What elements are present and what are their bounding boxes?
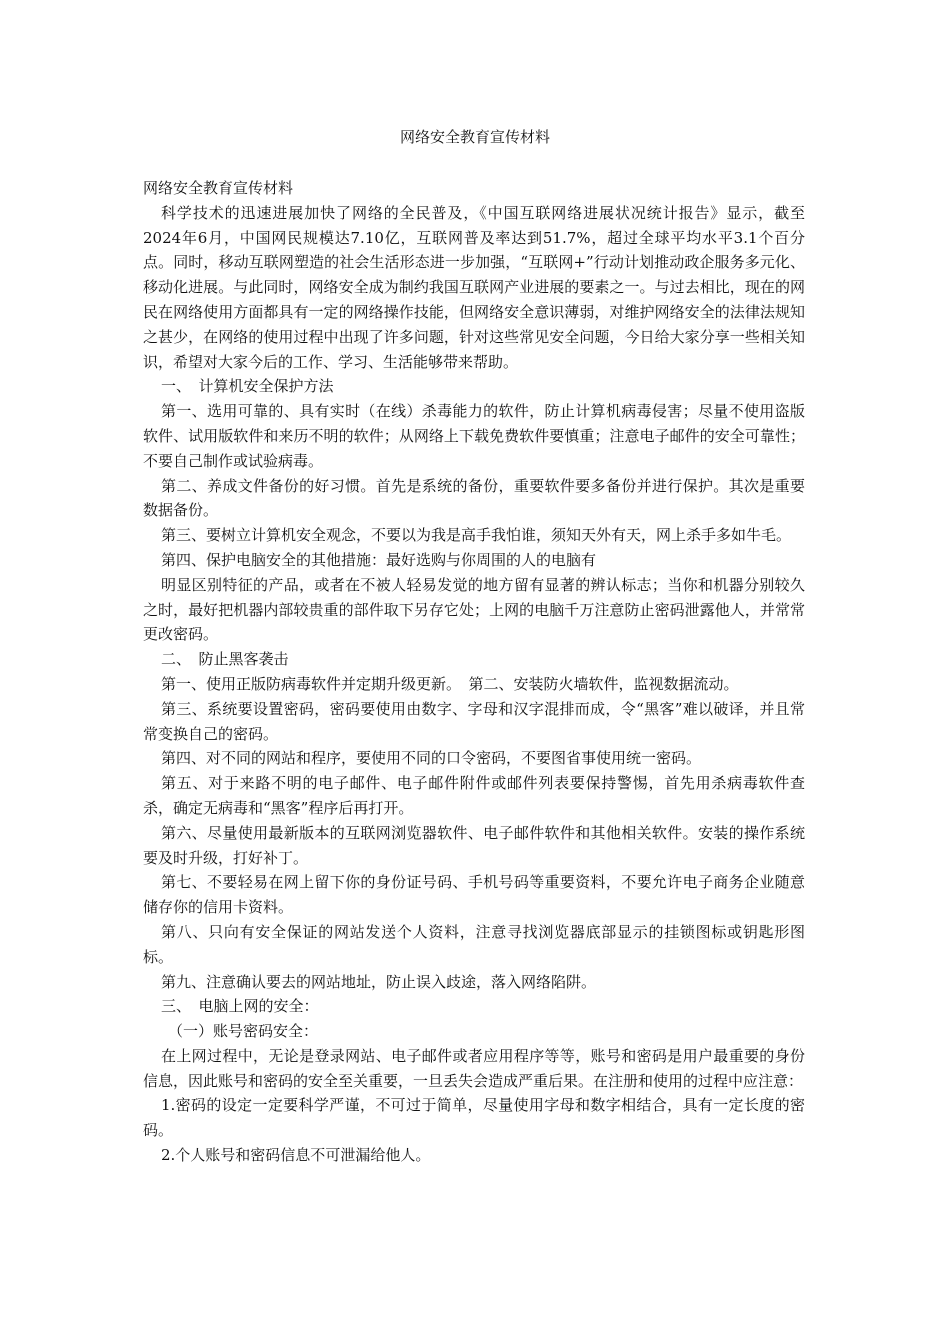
paragraph: 第九、注意确认要去的网站地址，防止误入歧途，落入网络陷阱。 (161, 972, 597, 991)
paragraph: 在上网过程中，无论是登录网站、电子邮件或者应用程序等等，账号和密码是用户最重要的身份信息，因此账号和密码的安全至关重要，一旦丢失会造成严重后果。在注册和使用的过程中应注意： (143, 1046, 805, 1090)
subsection-heading: （一）账号密码安全： (168, 1022, 319, 1041)
paragraph: 网络安全教育宣传材料 (143, 179, 294, 197)
paragraph: 第五、对于来路不明的电子邮件、电子邮件附件或邮件列表要保持警惕，首先用杀病毒软件查杀，确定无病毒和“黑客”程序后再打开。 (143, 774, 805, 817)
document-body (143, 176, 805, 1168)
document-title: 网络安全教育宣传材料 (399, 128, 550, 146)
paragraph: 第四、对不同的网站和程序，要使用不同的口令密码，不要图省事使用统一密码。 (161, 749, 702, 768)
paragraph: 第三、要树立计算机安全观念，不要以为我是高手我怕谁，须知天外有天，网上杀手多如牛毛。 (161, 526, 792, 545)
section-heading: 三、 电脑上网的安全： (161, 997, 319, 1016)
paragraph: 第六、尽量使用最新版本的互联网浏览器软件、电子邮件软件和其他相关软件。安装的操作系统要及时升级，打好补丁。 (143, 823, 805, 867)
paragraph: 科学技术的迅速进展加快了网络的全民普及，《中国互联网络进展状况统计报告》显示，截至2024年6月，中国网民规模达7.10亿，互联网普及率达到51.7%，超过全球平均水平3.1个百分点。同时，移动互联网塑造的社会生活形态进一步加强，“互联网+”行动计划推动政企服务多元化、移动化进展。与此同时，网络安全成为制约我国互联网产业进展的要素之一。与过去相比，现在的网民在网络使用方面都具有一定的网络操作技能，但网络安全意识薄弱，对维护网络安全的法律法规知之甚少，在网络的使用过程中出现了许多问题，针对这些常见安全问题，今日给大家分享一些相关知识，希望对大家今后的工作、学习、生活能够带来帮助。 (143, 203, 805, 371)
paragraph: 明显区别特征的产品，或者在不被人轻易发觉的地方留有显著的辨认标志；当你和机器分别较久之时，最好把机器内部较贵重的部件取下另存它处；上网的电脑千万注意防止密码泄露他人，并常常更改密码。 (143, 575, 805, 644)
paragraph: 第一、使用正版防病毒软件并定期升级更新。 第二、安装防火墙软件，监视数据流动。 (161, 674, 739, 693)
paragraph: 第三、系统要设置密码，密码要使用由数字、字母和汉字混排而成，令“黑客”难以破译，并且常常变换自己的密码。 (143, 699, 805, 743)
paragraph: 第一、选用可靠的、具有实时（在线）杀毒能力的软件，防止计算机病毒侵害；尽量不使用盗版软件、试用版软件和来历不明的软件；从网络上下载免费软件要慎重；注意电子邮件的安全可靠性；不要自己制作或试验病毒。 (143, 402, 805, 470)
section-heading: 二、 防止黑客袭击 (161, 650, 289, 669)
paragraph: 第二、养成文件备份的好习惯。首先是系统的备份，重要软件要多备份并进行保护。其次是重要数据备份。 (143, 476, 805, 520)
paragraph: 第八、只向有安全保证的网站发送个人资料，注意寻找浏览器底部显示的挂锁图标或钥匙形图标。 (143, 922, 805, 966)
section-heading: 一、 计算机安全保护方法 (161, 377, 334, 396)
paragraph: 第四、保护电脑安全的其他措施：最好选购与你周围的人的电脑有 (161, 550, 597, 569)
paragraph: 第七、不要轻易在网上留下你的身份证号码、手机号码等重要资料，不要允许电子商务企业随意储存你的信用卡资料。 (143, 873, 805, 917)
list-item: 2.个人账号和密码信息不可泄漏给他人。 (161, 1146, 431, 1165)
list-item: 1.密码的设定一定要科学严谨，不可过于简单，尽量使用字母和数字相结合，具有一定长度的密码。 (143, 1096, 805, 1140)
